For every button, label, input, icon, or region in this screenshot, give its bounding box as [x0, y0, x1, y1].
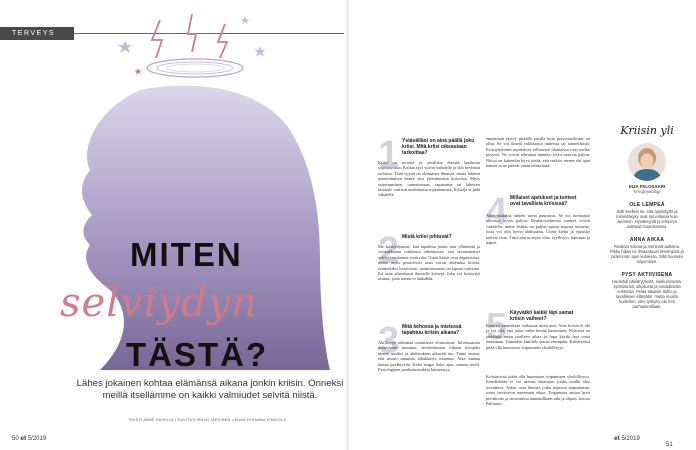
- brand-right: et: [614, 435, 620, 442]
- headline-line-1: MITEN: [130, 236, 243, 273]
- headline-line-2: selviydyn: [60, 280, 258, 326]
- headline-line-3: TÄSTÄ?: [126, 336, 269, 373]
- qa-question: Mitä kehossa ja mielessä tapahtuu kriisin aikana?: [402, 324, 462, 336]
- expert-role: Kriisipsykologi: [633, 189, 661, 194]
- tip-title-1: OLE LEMPEÄ: [629, 202, 665, 208]
- tip-title-3: PYSY AKTIIVISENA: [621, 272, 673, 278]
- tip-text-1: Salli itsellesi se, että ajankäyttö ja toimintakyky ovat nyt erilaisia kuin aiemmin. Hyväksyntä ja lempeys auttavat muutoksessa.: [616, 209, 678, 229]
- folio-right: [614, 435, 696, 448]
- folio-left: [12, 435, 46, 442]
- column-2-text-top: ennemmin täytyy pitkällä tavalla kuin persoonallisuus on ollut. Se voi ilmetä valikkaista tunteista tai tunnetiloista. Kriisiytymisen muutokset sellaisissa tilanteissa ovat melko pysyviä. Ne voivat aiheuttaa tunteita, jotka vaativat paljon. Niissä on kuitenkin hyvä tietää, että reaktio menee ohi ajan kanssa ja ne pitävät oman tehtävänsä.: [486, 136, 590, 169]
- qa-answer-4: Alun shokissa tunteet usein puuttuvat. Se voi turhauttaa ulkoista hyvin paljon. Reaktiovaiheessa tunteet voivat vaihdella, mutta lisäksi on paljon suurta nopeaa tunnetta, josta voi olla hyvin ahdistunut. Usein kielto ja epäusko tulevat esiin. Tästä seuraa myös viha, syyllisyys, katumus ja häpeä.: [486, 213, 590, 246]
- brand-left: et: [20, 435, 27, 442]
- qa-answer-5: Ihmisen tunnetilaan vaikuttaa moni asia. Aina kriisiä ei ole ja voi olla, että jokin vaihe kestää kauemmin. Kriisissä on tärkeintä antaa itselleen aikaa ja lupa käydä läpi omia tunteitaan. Tunteiden käsittely auttaa eteenpäin. Kriisityössä pitää olla huomioon toipumisen yksilöllisyys.: [486, 323, 590, 350]
- expert-portrait: [628, 143, 666, 181]
- page-number-left: 50: [12, 436, 19, 442]
- tip-title-2: ANNA AIKAA: [629, 237, 665, 243]
- qa-answer-3: Äkillisyys aiheuttaa muutoksia elimistössä. Informaation prosessointi muuttuu, aivokeskusten välinen työnjako menee uusiksi ja ahdistuksen aikaväli tuo. Tämä seuraa, että muisti muuttuu alkuklaitys muuttuu. Aika saattaa tuntua pysähtyvän. Keho reagoi koko ajan, samoin mieli. Fysiologinen puolustusreaktio käynnistyy.: [378, 340, 480, 373]
- column-2-text-bottom: Kriisityössä pitää olla huomioon toipumisen yksilöllisyys. Kenellekään ei voi asettaa aikarajaa, jonka sisällä olisi toivuttava. Jotkut ovat ihmisiä jotka toipuvat nopeammin, toiset tarvitsevat enemmän aikaa. Toipumista auttaa hyvä perushoito ja tarvittaessa ammatillinen tuki ja ohjaus, kertoo Palosaari.: [486, 374, 590, 407]
- tip-text-2: Reaktiot tulevat ja menevät aaltoina. Pikku hiljaa ne ilmaantuvat lievempinä ja pidemmän ajan kuluessa. Sillä huomaa toipumisen.: [610, 244, 684, 264]
- qa-number: 5: [486, 306, 508, 348]
- article-credits: TEKSTI ANNE HAIKOLA • KUVITUS HELMI JÄRVINEN • KUVA JOHANNA KOKKOLA: [127, 418, 287, 422]
- qa-answer-2: Me kriisiydymme, kun tapahtuu jotain niin yllättävää ja voimakkaista reaktioita aiheuttavaa, että tavanomaiset selviytymiskeinot eivät riitä. Usein kriisit ovat negatiivisia, mutta myös positiiviset asiat voivat aiheuttaa kriisin, esimerkiksi lottovoitto, naimisiinmeno tai lapsen syntymä. Eri asiat aiheuttavat ihmisille kriisejä. Joku voi kriisiytyä asiasta, josta toinen ei hätkähdä.: [378, 244, 480, 282]
- qa-number: 1: [378, 134, 400, 176]
- qa-number: 2: [378, 230, 400, 272]
- qa-question: Mistä kriisi johtuvat?: [402, 234, 452, 240]
- qa-question: Ystävälläni on aina päällä joku kriisi. Mitä kriisi oikeastaan tarkoittaa?: [402, 138, 475, 156]
- issue-right: 5/2019: [621, 436, 640, 442]
- expert-name: EIJA PALOSAARI: [628, 184, 666, 189]
- qa-question: Käyvätkö kaikki läpi samat kriisin vaiheet?: [510, 310, 574, 322]
- issue-left: 5/2019: [27, 436, 47, 442]
- section-label: TERVEYS: [0, 27, 74, 40]
- page-number-right: 51: [666, 442, 673, 448]
- lead-paragraph: Lähes jokainen kohtaa elämänsä aikana jonkin kriisin. Onneksi meillä itsellämme on kaikki valmiudet selvitä niistä.: [76, 378, 344, 401]
- qa-number: 3: [378, 320, 400, 362]
- qa-number: 4: [486, 191, 508, 233]
- qa-answer-1: Kriisi on tervettä ja tavallista elämää kuuluvaa sopeutumista. Kriisin syyt voivat vaihdella ja olla hyvinkin erilaisia. Tästä syystä on olennaista ilmaista, mutta lähteen menettämisen lienee yksi yleisimmistä kriiseistä. Myös sairastuminen, onnettomuus, tapaturma tai läheisen läsnäolo vaativat uudenlaista sopeutumista. Kriisejä ei pidä vähätellä.: [378, 160, 480, 198]
- portrait-photo: [628, 143, 666, 181]
- tip-text-3: Huolehdi päivärytmistä, nukkumisesta, syömisestä, ulkoilusta ja sosiaalisista suhteista. Pelaa takaisin töihin ja tavalliseen elämään, mutta muista kuitenkin, ettei työkyky ole heti parhaimmillaan.: [612, 279, 682, 309]
- expert-sidebar: [604, 124, 690, 309]
- qa-question: Millaiset ajatukset ja tunteet ovat tavallisia kriisissä?: [510, 195, 577, 207]
- sidebar-heading: Kriisin yli: [620, 124, 674, 137]
